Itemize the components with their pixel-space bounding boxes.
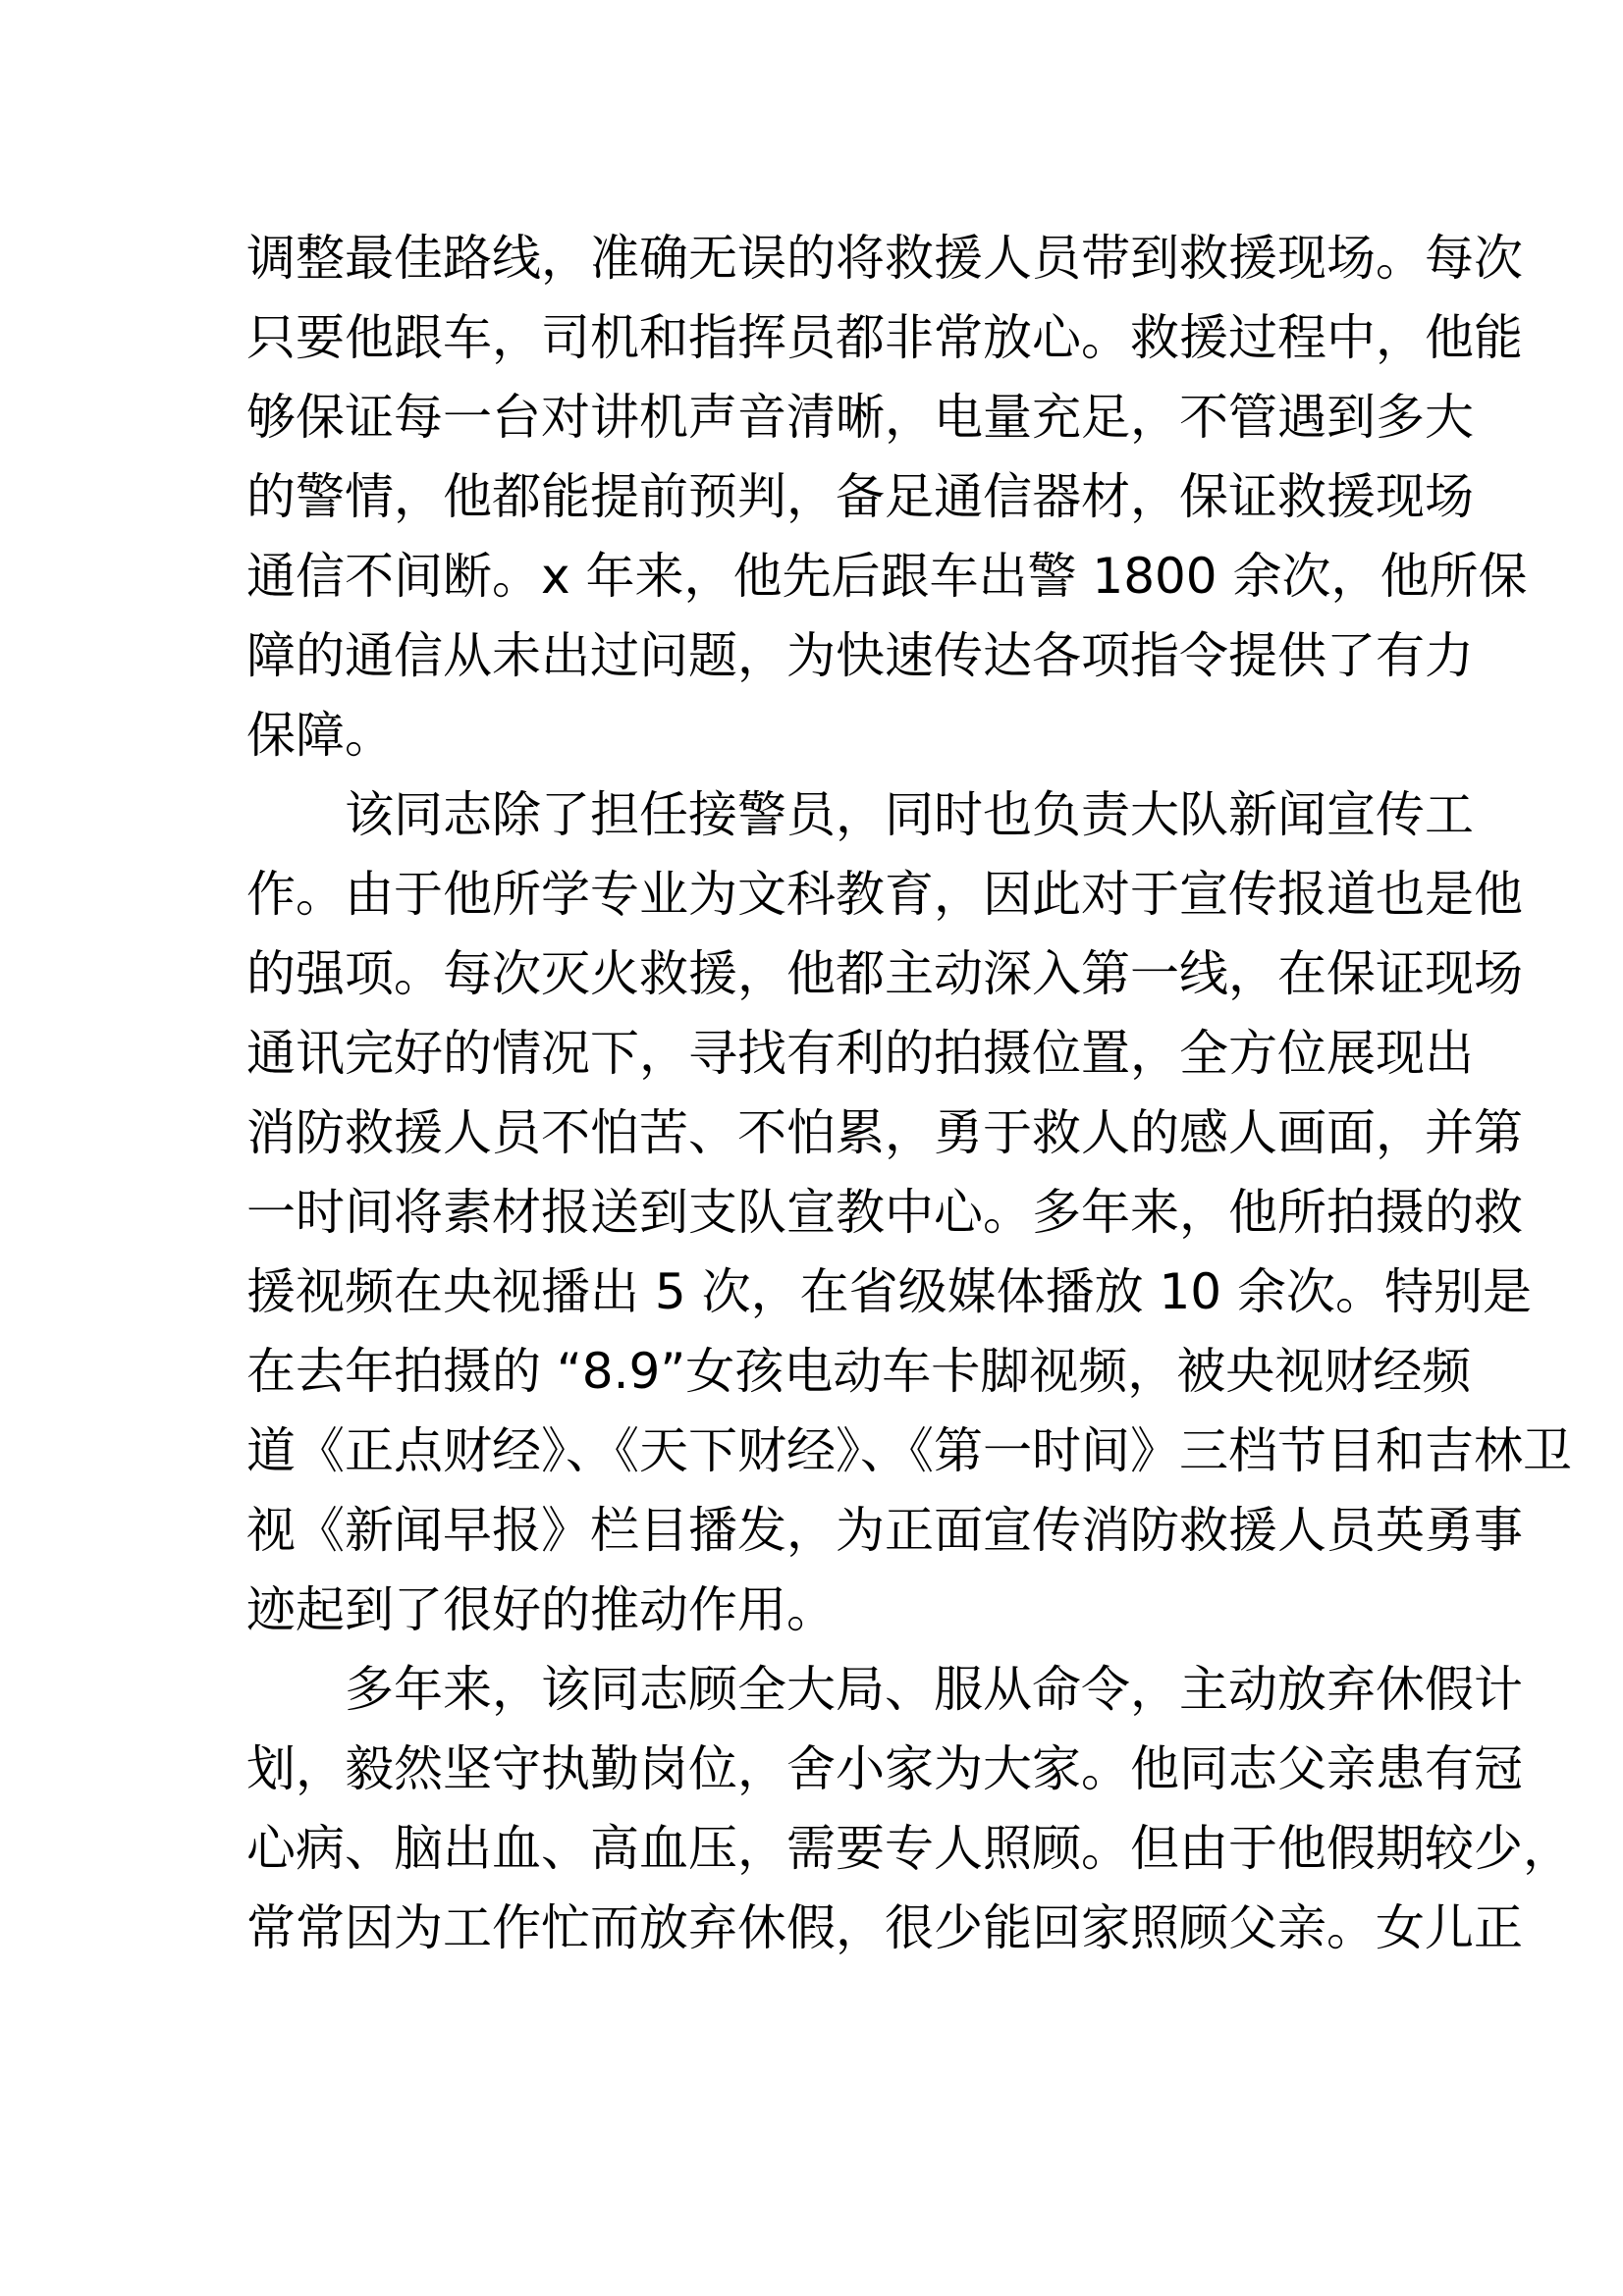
paragraph-1 [246, 219, 1528, 775]
text-line: 的强项。每次灭火救援，他都主动深入第一线，在保证现场 [246, 945, 1523, 1002]
text-line: 只要他跟车，司机和指挥员都非常放心。救援过程中，他能 [246, 309, 1523, 366]
text-line: 视《新闻早报》栏目播发，为正面宣传消防救援人员英勇事 [246, 1502, 1523, 1559]
text-line: 保障。 [246, 707, 394, 764]
text-line: 通讯完好的情况下，寻找有利的拍摄位置，全方位展现出 [246, 1025, 1474, 1082]
text-line: 调整最佳路线，准确无误的将救援人员带到救援现场。每次 [246, 230, 1523, 287]
text-line: 通信不间断。x 年来，他先后跟车出警 1800 余次，他所保 [246, 548, 1528, 605]
paragraph-3 [246, 1650, 1572, 1968]
text-line: 划，毅然坚守执勤岗位，舍小家为大家。他同志父亲患有冠 [246, 1740, 1523, 1797]
document-body [246, 219, 1572, 1968]
text-line: 迹起到了很好的推动作用。 [246, 1581, 836, 1638]
text-line: 够保证每一台对讲机声音清晰，电量充足，不管遇到多大 [246, 389, 1474, 446]
text-line: 一时间将素材报送到支队宣教中心。多年来，他所拍摄的救 [246, 1184, 1523, 1241]
text-line: 的警情，他都能提前预判，备足通信器材，保证救援现场 [246, 468, 1474, 525]
text-line: 多年来，该同志顾全大局、服从命令，主动放弃休假计 [345, 1661, 1523, 1718]
text-line: 消防救援人员不怕苦、不怕累，勇于救人的感人画面，并第 [246, 1104, 1523, 1161]
paragraph-2 [246, 775, 1572, 1650]
text-line: 该同志除了担任接警员，同时也负责大队新闻宣传工 [345, 786, 1474, 843]
text-line: 常常因为工作忙而放弃休假，很少能回家照顾父亲。女儿正 [246, 1899, 1523, 1956]
text-line: 援视频在央视播出 5 次，在省级媒体播放 10 余次。特别是 [246, 1263, 1533, 1320]
text-line: 作。由于他所学专业为文科教育，因此对于宣传报道也是他 [246, 866, 1523, 923]
text-line: 在去年拍摄的 “8.9”女孩电动车卡脚视频，被央视财经频 [246, 1343, 1472, 1400]
text-line: 心病、脑出血、高血压，需要专人照顾。但由于他假期较少， [246, 1820, 1572, 1877]
text-line: 障的通信从未出过问题，为快速传达各项指令提供了有力 [246, 627, 1474, 684]
text-line: 道《正点财经》、《天下财经》、《第一时间》三档节目和吉林卫 [246, 1422, 1572, 1479]
